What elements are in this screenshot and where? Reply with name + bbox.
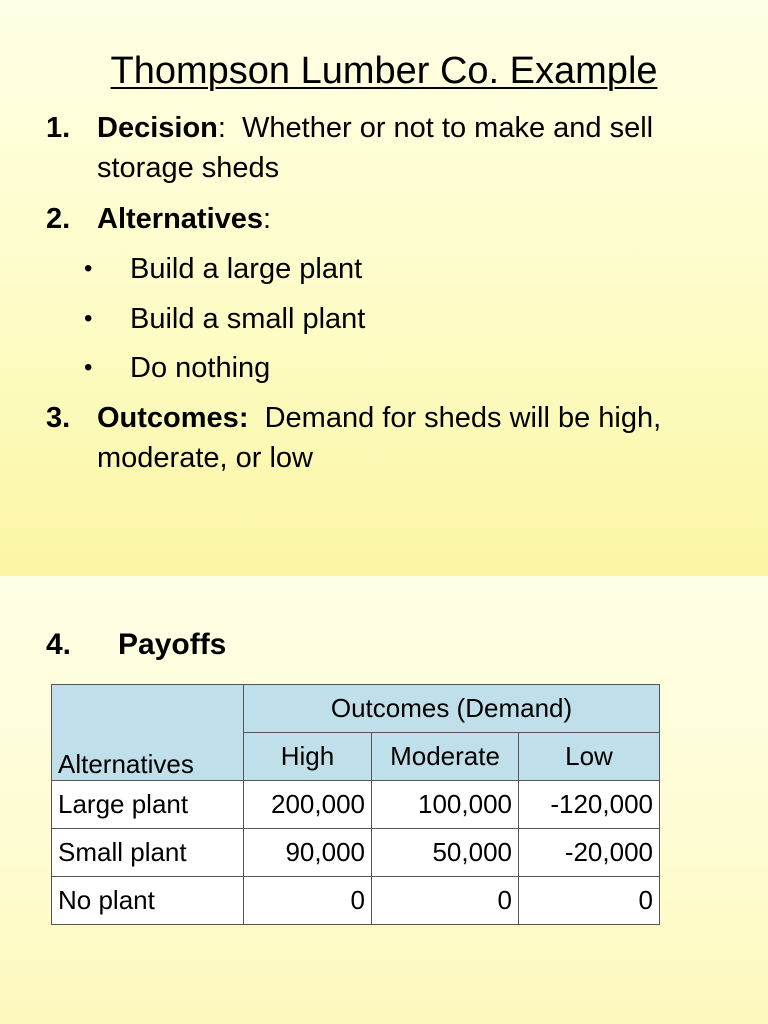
column-header-low: Low bbox=[519, 733, 660, 781]
column-header-high: High bbox=[244, 733, 372, 781]
table-cell: 50,000 bbox=[372, 829, 519, 877]
bullet-icon: • bbox=[84, 255, 93, 282]
bullet-icon: • bbox=[84, 354, 93, 381]
item-separator: : bbox=[263, 203, 272, 235]
bullet-text: Build a small plant bbox=[130, 303, 366, 335]
item-label: Alternatives bbox=[97, 203, 264, 235]
table-cell: -120,000 bbox=[519, 781, 660, 829]
table-header-row bbox=[52, 685, 660, 733]
table-cell: -20,000 bbox=[519, 829, 660, 877]
item-text bbox=[97, 199, 726, 239]
table-cell: 90,000 bbox=[244, 829, 372, 877]
item-number: 2. bbox=[46, 203, 71, 235]
table-row bbox=[52, 877, 660, 925]
item-text bbox=[97, 398, 726, 478]
item-number: 3. bbox=[46, 402, 71, 434]
slide-2 bbox=[0, 576, 768, 1024]
item-description: Demand for sheds will be high, moderate, or low bbox=[97, 402, 670, 474]
item-separator: : bbox=[217, 112, 226, 144]
row-label: Large plant bbox=[52, 781, 244, 829]
table-cell: 100,000 bbox=[372, 781, 519, 829]
outcomes-group-header: Outcomes (Demand) bbox=[244, 685, 660, 733]
item-number: 1. bbox=[46, 112, 71, 144]
item-outcomes bbox=[46, 398, 726, 478]
heading-text: Payoffs bbox=[118, 628, 227, 661]
table-row bbox=[52, 781, 660, 829]
alternatives-header: Alternatives bbox=[52, 685, 244, 781]
row-label: No plant bbox=[52, 877, 244, 925]
table-row bbox=[52, 829, 660, 877]
item-label: Outcomes: bbox=[97, 402, 249, 434]
row-label: Small plant bbox=[52, 829, 244, 877]
item-alternatives bbox=[46, 199, 726, 239]
column-header-moderate: Moderate bbox=[372, 733, 519, 781]
payoff-table bbox=[51, 684, 660, 925]
table-cell: 0 bbox=[372, 877, 519, 925]
slide-title: Thompson Lumber Co. Example bbox=[110, 50, 658, 92]
bullet-icon: • bbox=[84, 305, 93, 332]
item-text bbox=[97, 108, 726, 188]
heading-number: 4. bbox=[46, 628, 72, 661]
table-cell: 0 bbox=[519, 877, 660, 925]
table-cell: 200,000 bbox=[244, 781, 372, 829]
table-cell: 0 bbox=[244, 877, 372, 925]
bullet-text: Do nothing bbox=[130, 352, 271, 384]
bullet-text: Build a large plant bbox=[130, 253, 363, 285]
item-label: Decision bbox=[97, 112, 218, 144]
item-description: Whether or not to make and sell storage sheds bbox=[97, 112, 662, 184]
item-decision bbox=[46, 108, 726, 188]
